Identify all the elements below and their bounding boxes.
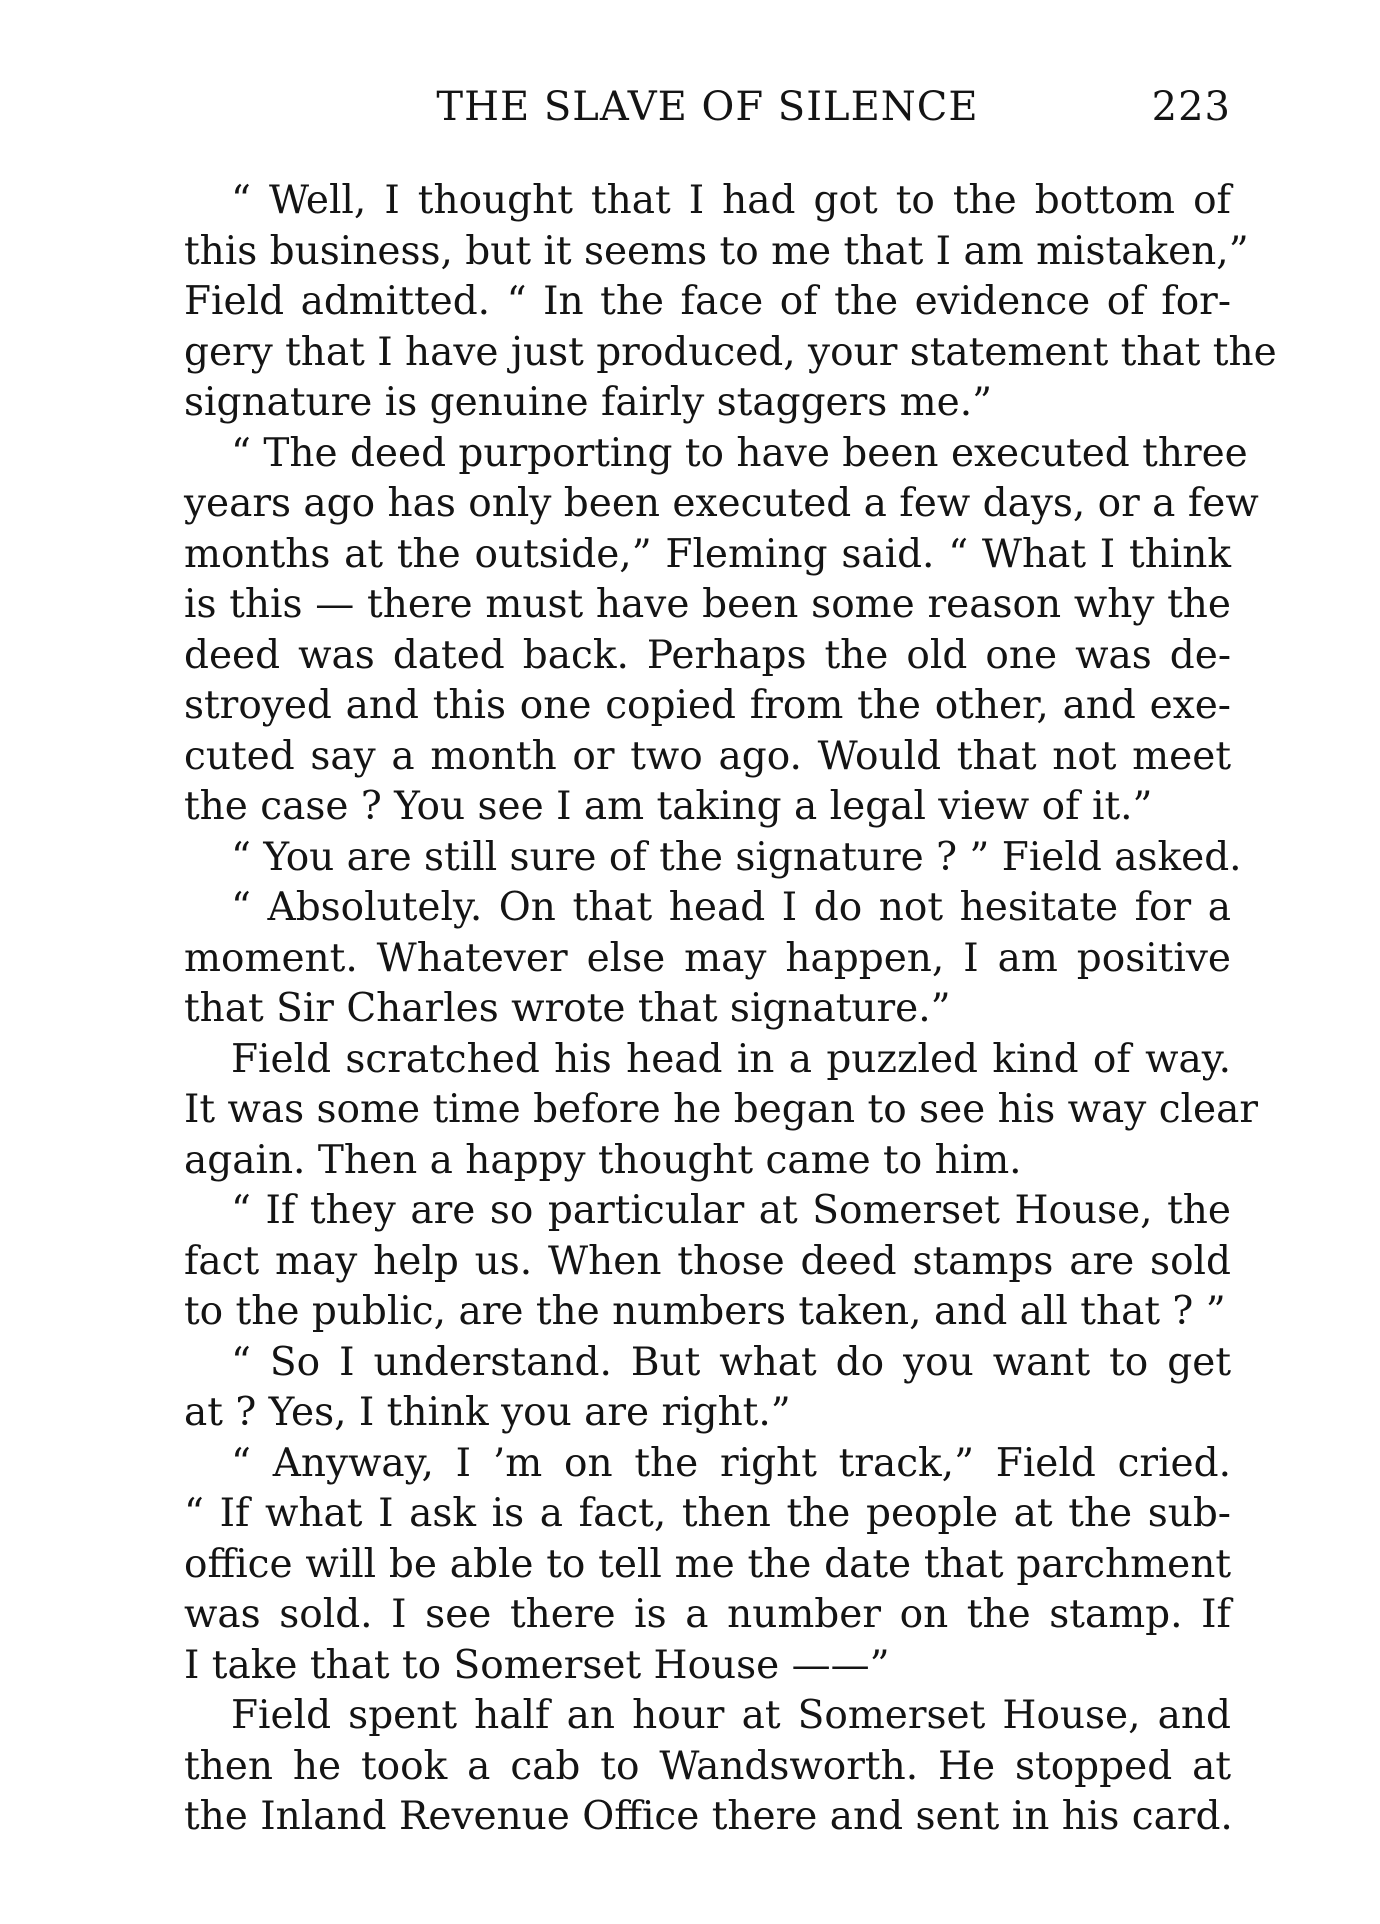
text-line: “ You are still sure of the signature ? ” Field asked.: [231, 834, 1242, 880]
text-line: months at the outside,” Fleming said. “ What I think: [184, 531, 1231, 577]
text-line: to the public, are the numbers taken, and all that ? ”: [184, 1289, 1226, 1334]
running-head: [184, 84, 1231, 144]
text-line: this business, but it seems to me that I am mistaken,”: [184, 228, 1249, 274]
text-line: deed was dated back. Perhaps the old one was de-: [184, 632, 1231, 678]
text-line: “ Anyway, I ’m on the right track,” Field cried.: [231, 1440, 1231, 1486]
text-line: that Sir Charles wrote that signature.”: [184, 986, 951, 1031]
text-line: I take that to Somerset House ——”: [184, 1642, 890, 1688]
text-line: signature is genuine fairly staggers me.”: [184, 380, 993, 425]
text-line: It was some time before he began to see his way clear: [184, 1087, 1259, 1132]
body-text: [184, 176, 1277, 1843]
text-line: fact may help us. When those deed stamps are sold: [184, 1238, 1231, 1284]
text-line: “ The deed purporting to have been executed three: [231, 430, 1248, 476]
text-line: “ Absolutely. On that head I do not hesitate for a: [231, 885, 1231, 930]
text-line: “ If they are so particular at Somerset House, the: [231, 1188, 1231, 1233]
text-line: Field spent half an hour at Somerset House, and: [231, 1693, 1231, 1738]
text-line: “ If what I ask is a fact, then the people at the sub-: [184, 1491, 1231, 1536]
page-number: 223: [1151, 84, 1231, 130]
text-line: “ So I understand. But what do you want to get: [231, 1339, 1231, 1385]
text-line: gery that I have just produced, your statement that the: [184, 329, 1277, 375]
text-line: office will be able to tell me the date that parchment: [184, 1541, 1231, 1587]
text-line: was sold. I see there is a number on the stamp. If: [184, 1592, 1231, 1637]
text-line: again. Then a happy thought came to him.: [184, 1137, 1022, 1183]
running-title: THE SLAVE OF SILENCE: [436, 84, 979, 130]
text-line: Field admitted. “ In the face of the evidence of for-: [184, 279, 1231, 324]
text-line: at ? Yes, I think you are right.”: [184, 1390, 791, 1435]
text-line: cuted say a month or two ago. Would that not meet: [184, 733, 1231, 779]
text-line: stroyed and this one copied from the other, and exe-: [184, 683, 1231, 728]
text-line: years ago has only been executed a few days, or a few: [184, 481, 1259, 526]
text-line: the Inland Revenue Office there and sent in his card.: [184, 1794, 1233, 1839]
text-line: “ Well, I thought that I had got to the bottom of: [231, 178, 1231, 223]
text-line: the case ? You see I am taking a legal view of it.”: [184, 784, 1153, 829]
text-line: is this — there must have been some reason why the: [184, 582, 1231, 627]
text-line: Field scratched his head in a puzzled kind of way.: [231, 1036, 1231, 1082]
text-line: moment. Whatever else may happen, I am positive: [184, 935, 1231, 981]
text-line: then he took a cab to Wandsworth. He stopped at: [184, 1743, 1231, 1789]
